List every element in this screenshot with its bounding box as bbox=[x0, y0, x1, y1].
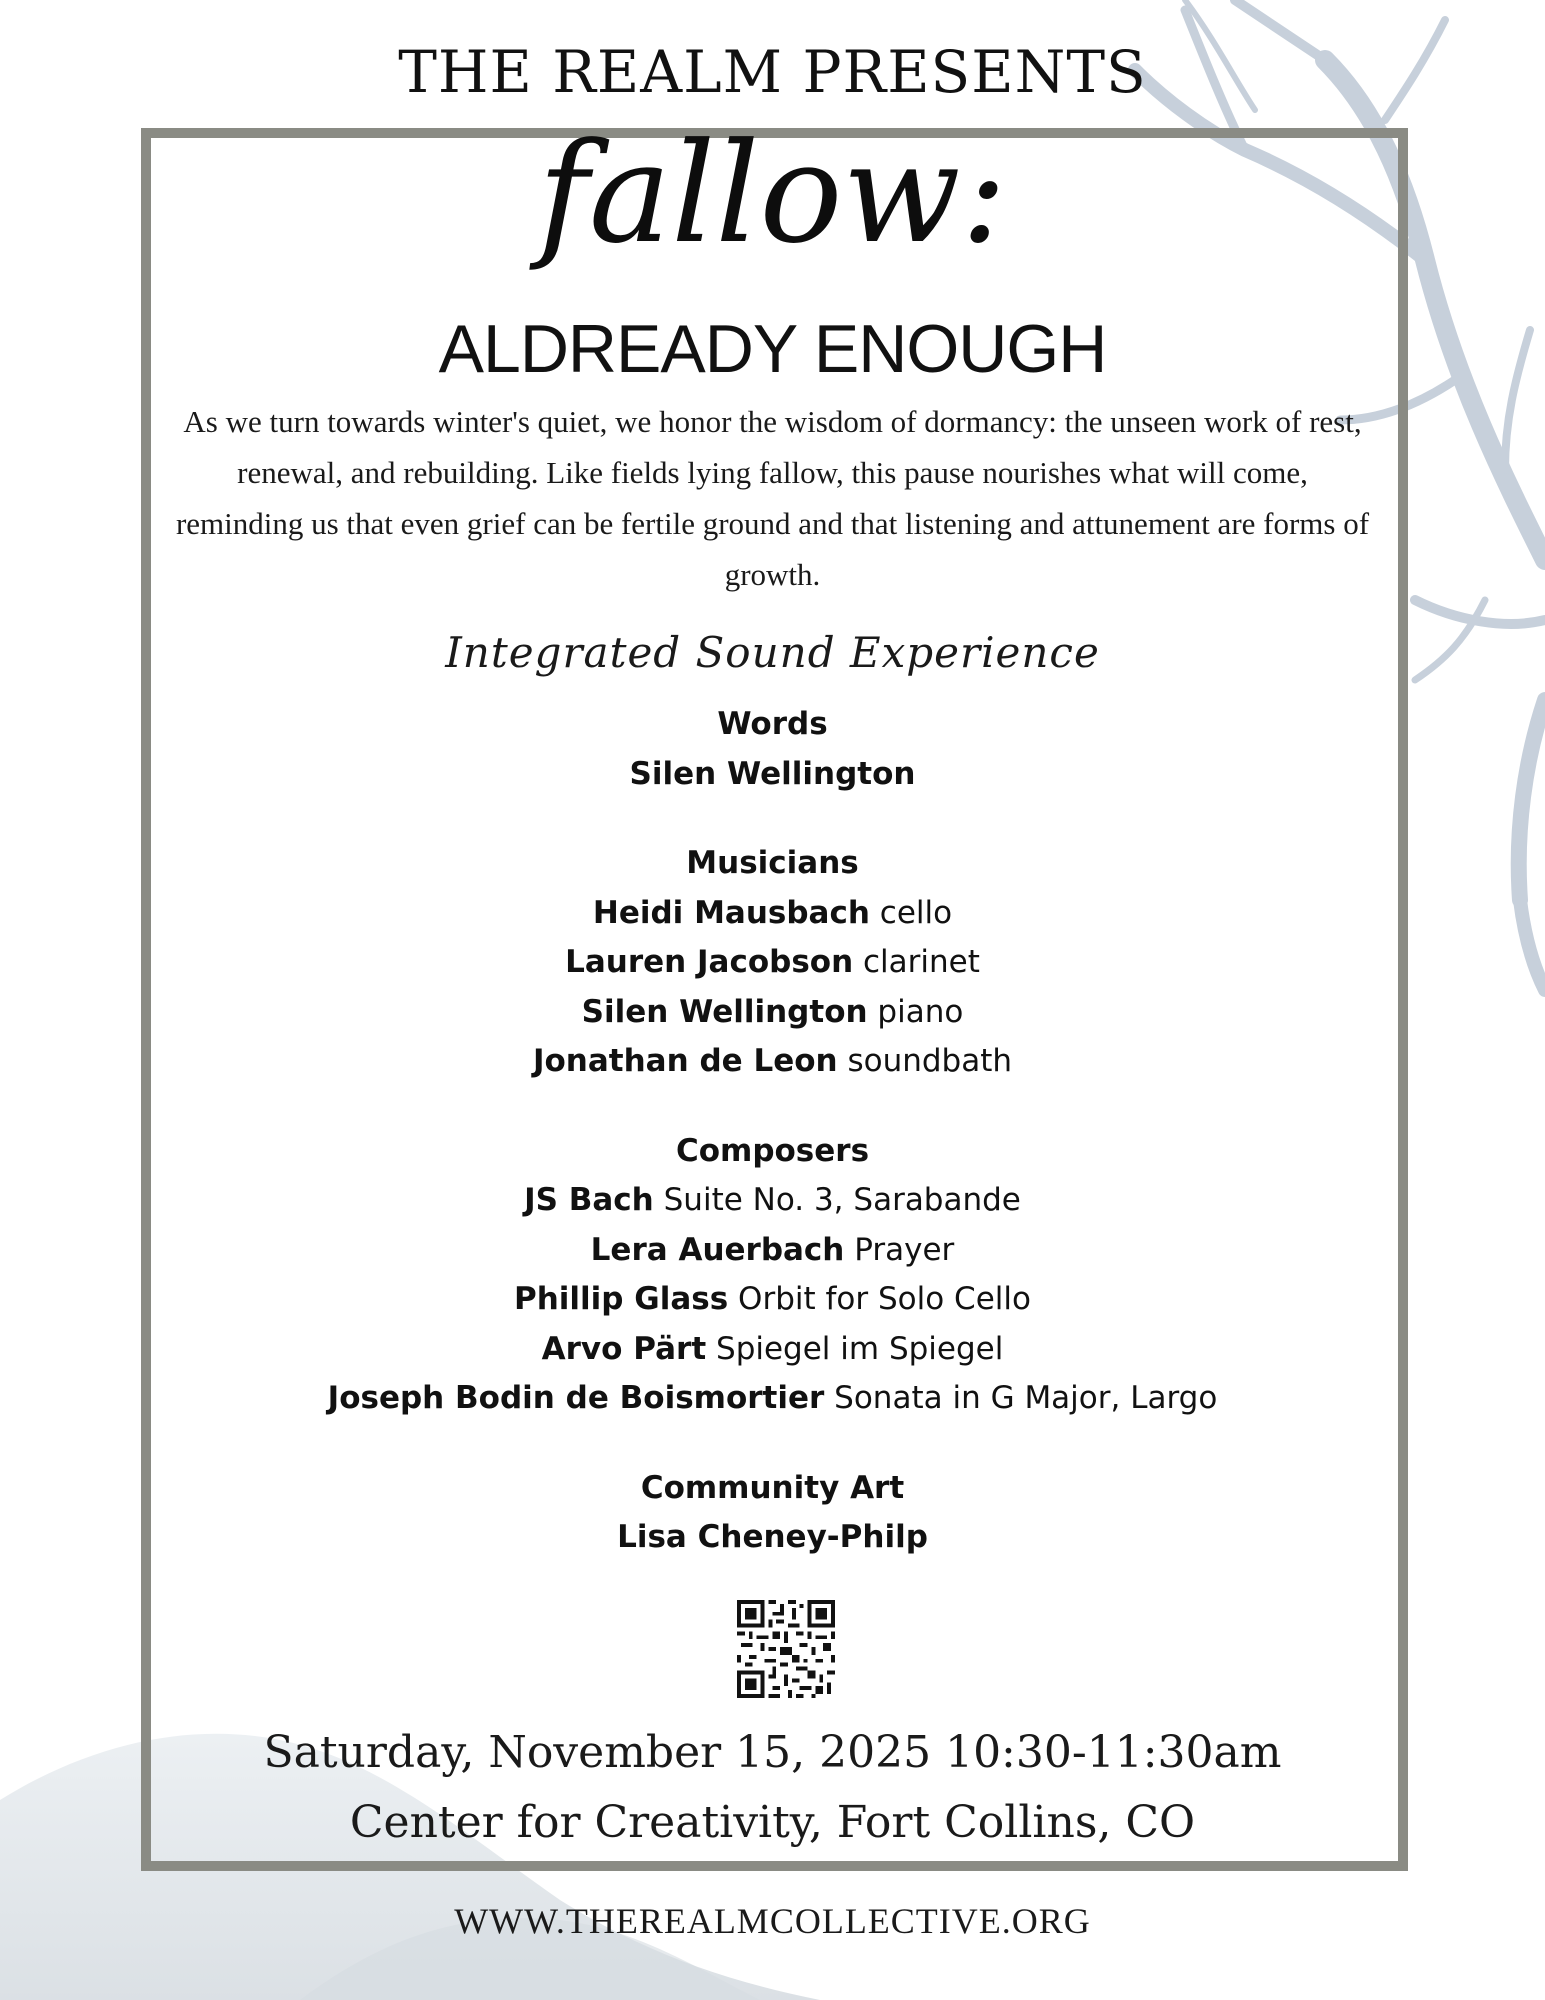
experience-label: Integrated Sound Experience bbox=[445, 628, 1100, 677]
community-art-heading: Community Art bbox=[640, 1469, 905, 1506]
event-subtitle: ALDREADY ENOUGH bbox=[438, 311, 1107, 387]
event-details bbox=[0, 1718, 1545, 1858]
website-link[interactable]: WWW.THEREALMCOLLECTIVE.ORG bbox=[454, 1901, 1091, 1941]
composer-item: Arvo Pärt Spiegel im Spiegel bbox=[541, 1330, 1004, 1367]
community-art-name: Lisa Cheney-Philp bbox=[617, 1519, 928, 1555]
words-heading: Words bbox=[717, 706, 828, 742]
intro-paragraph: As we turn towards winter's quiet, we honor the wisdom of dormancy: the unseen work of rest, renewal, and rebuilding. Like fields lying fallow, this pause nourishes what will come, reminding us that even grief can be fertile ground and that listening and attunement are forms of growth. bbox=[175, 404, 1370, 592]
composers-heading: Composers bbox=[675, 1132, 870, 1169]
musicians-heading: Musicians bbox=[686, 845, 859, 881]
composer-item: Lera Auerbach Prayer bbox=[590, 1231, 955, 1268]
composer-item: Phillip Glass Orbit for Solo Cello bbox=[514, 1281, 1031, 1317]
composer-item: Joseph Bodin de Boismortier Sonata in G Major, Largo bbox=[327, 1380, 1218, 1416]
musician-item: Heidi Mausbach cello bbox=[592, 894, 953, 931]
event-datetime: Saturday, November 15, 2025 10:30-11:30am bbox=[263, 1727, 1282, 1778]
event-location: Center for Creativity, Fort Collins, CO bbox=[349, 1797, 1196, 1848]
presenter-heading: THE REALM PRESENTS bbox=[398, 38, 1147, 106]
qr-code-icon[interactable] bbox=[737, 1600, 835, 1698]
event-title-script: fallow: bbox=[537, 113, 1008, 274]
credits-list bbox=[0, 700, 1545, 1563]
musician-item: Lauren Jacobson clarinet bbox=[565, 944, 980, 980]
composer-item: JS Bach Suite No. 3, Sarabande bbox=[524, 1182, 1021, 1218]
musician-item: Silen Wellington piano bbox=[581, 993, 964, 1030]
musician-item: Jonathan de Leon soundbath bbox=[532, 1043, 1013, 1079]
words-name: Silen Wellington bbox=[629, 755, 916, 792]
